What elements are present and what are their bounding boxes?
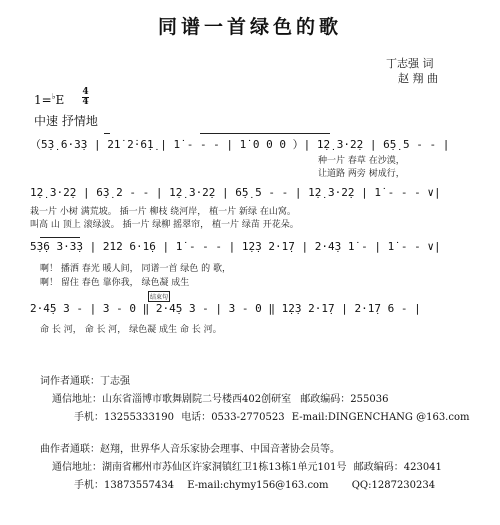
postcode-value: 255036: [350, 394, 389, 405]
phone-value: 0533-2770523: [211, 412, 285, 423]
address-value: 湖南省郴州市苏仙区许家洞镇红卫1栋13栋1单元101号: [102, 462, 347, 473]
lyric-line-2-verse-2: 叫高 山 顶上 滚绿波。 插一片 绿柳 摇翠帘， 植一片 绿苗 开花朵。: [30, 220, 299, 230]
contact-label: 词作者通联：: [40, 376, 100, 387]
lyricist-credit: 丁志强 词: [386, 57, 434, 70]
postcode-label: 邮政编码：: [353, 462, 404, 473]
score-line-3: 5̣3̣6 3·3̣3 | 2̇1̇2 6·1̣6 | 1̇ - - - | 1̣2̣3 2·1̣7 | 2·4̣3 1̇ - | 1̇ - - ∨|: [30, 240, 441, 253]
postcode-label: 邮政编码：: [300, 394, 351, 405]
composer-credit: 赵 翔 曲: [398, 72, 438, 85]
mobile-label: 手机：: [74, 412, 104, 423]
composer-contact: [40, 440, 340, 455]
contact-name: 丁志强: [100, 376, 130, 387]
mobile-value: 13873557434: [104, 480, 174, 491]
qq-label: QQ:: [351, 480, 372, 491]
ending-marker: 结束句: [148, 291, 170, 302]
key-prefix: 1=: [34, 93, 52, 107]
tempo-marking: 中速 抒情地: [34, 114, 98, 128]
composer-address: [52, 458, 442, 473]
score-line-1: （5̣3̣ 6·3̣3 | 2̇1̇ 2̇·6̣1̣ | 1̇ - - - | 1̇ 0 0 0 ）| 1̣2̣ 3·2̣2 | 6̣5̣ 5 - - |: [30, 138, 450, 151]
time-bottom: 4: [82, 97, 89, 107]
score-line-4: 2·4̣5 3 - | 3 - 0 ‖ 2·4̣5 3 - | 3 - 0 ‖ 1̣2̣3 2·1̣7 | 2·1̣7 6 - |: [30, 302, 421, 315]
mobile-label: 手机：: [74, 480, 104, 491]
lyric-line-3-verse-2: 啊！ 留住 春色 靠你我， 绿色凝 成生: [40, 278, 190, 288]
mobile-value: 13255333190: [104, 412, 174, 423]
email-value[interactable]: chymy156@163.com: [223, 480, 329, 491]
beam: [40, 237, 80, 238]
lyric-line-2-verse-1: 栽一片 小树 满荒坡。 插一片 柳枝 绕河岸， 植一片 新绿 在山窝。: [30, 207, 296, 217]
time-top: 4: [82, 87, 89, 97]
lyricist-phones: [74, 408, 469, 423]
composer-phones: [74, 476, 435, 491]
time-signature: [82, 88, 89, 107]
phone-label: 电话：: [181, 412, 212, 423]
postcode-value: 423041: [403, 462, 442, 473]
song-title: 同谱一首绿色的歌: [157, 16, 342, 38]
contact-label: 曲作者通联：: [40, 444, 100, 455]
score-line-2: 1̣2̣ 3·2̣2 | 6̣3̣ 2 - - | 1̣2̣ 3·2̣2 | 6̣5̣ 5 - - | 1̣2̣ 3·2̣2 | 1̇ - - - ∨|: [30, 186, 441, 199]
lyric-line-1-verse-1: 种一片 春草 在沙漠，: [318, 156, 405, 166]
composer-intro: 赵翔，世界华人音乐家协会理事、中国音著协会员等。: [100, 444, 340, 455]
address-label: 通信地址：: [52, 462, 102, 473]
email-label: E-mail:: [291, 412, 328, 423]
slur-line: [200, 133, 330, 134]
lyric-line-4-verse-1: 命 长 河， 命 长 河， 绿色凝 成生 命 长 河。: [40, 325, 222, 335]
lyricist-address: [52, 390, 388, 405]
lyric-line-3-verse-1: 啊！ 播洒 春光 暖人间， 同谱一首 绿色 的 歌，: [40, 264, 232, 274]
key-note: E: [55, 93, 65, 107]
email-value[interactable]: DINGENCHANG @163.com: [327, 412, 470, 423]
flat-sign: ♭: [51, 92, 56, 101]
key-signature: [34, 92, 64, 107]
email-label: E-mail:: [187, 480, 224, 491]
qq-value: 1287230234: [371, 480, 436, 491]
lyric-line-1-verse-2: 让道路 两旁 树成行，: [318, 169, 405, 179]
address-value: 山东省淄博市歌舞剧院二号楼西402创研室: [102, 394, 292, 405]
beam: [104, 133, 110, 134]
address-label: 通信地址：: [52, 394, 102, 405]
lyricist-contact: [40, 372, 130, 387]
